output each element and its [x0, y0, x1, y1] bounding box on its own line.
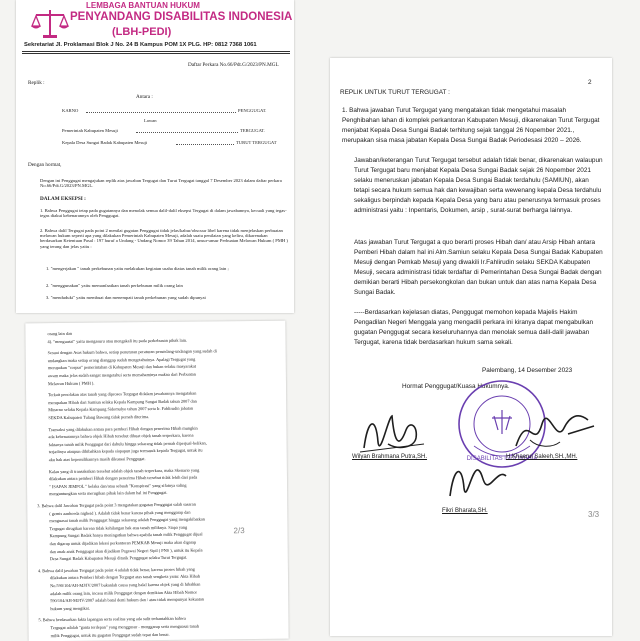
stamp-text: DISABILITAS INDONESIA: [466, 456, 538, 462]
text-line: Minarno selaku Kepala Kampung Sidomulyo tahun 2007 serta Ir. Fahlirudin jabatan: [48, 406, 194, 413]
text-line: No.590/104/AH-MJ/IV/2007 bukanlah causa yang halal karena objek yang di hibahkan: [50, 581, 201, 589]
signer-1-name: Wilyan Brahmana Putra,SH.: [352, 454, 428, 460]
text-line: Melawan Hukum ( PMH ).: [47, 380, 95, 386]
signature-3: [440, 458, 510, 508]
text-line: milik Penggugat, untuk itu gugatan Penggugat sudah tepat dan benar.: [50, 631, 170, 638]
text-line: aku hak atas kepemilikannya masih dikuasai Penggugat.: [48, 456, 146, 463]
text-line: awam maka jelas sudah sangat mengetahui serta memahaminya makna dari Perbuatan: [47, 371, 196, 379]
text-line: orang lain dan: [47, 330, 73, 337]
text-line: ( gemis aanhoeda nigheid ). Adalah tidak benar karena pihak yang menggarap dan: [49, 509, 191, 516]
paragraph-4: -----Berdasarkan kejelasan diatas, Penggugat memohon kepada Majelis Hakim Pengadilan Negeri Menggala yang mengadili perkara ini kiranya dapat mengabulkan gugatan Penggugat secara keseluruhannya dan menolak semua dalil-dalil jawaban Tergugat, karena tidak berdasarkan hukum sama sekali.: [354, 309, 594, 346]
list-item: 2. Bahwa dalil Tergugat pada point 2 menilai gugatan Penggugat tidak jelas/kabur/obscuur libel karena tidak menjelaskan perbuatan melawan hukum seperti apa yang dilakukan Pemerintah Kabupaten Mesuji, adalah suatu penilaian yang keliru, dikarenakan berdasarkan Ketentuan Pasal : 197 huruf a Undang - Undang Nomor 39 Tahun 2014, unsur-unsur Perbuatan Melawan Hukum ( PMH ) yang terang dan jelas yaitu :: [40, 228, 288, 249]
text-line: Kampung Sungai Badak hanya meningatkan bahwa apabila tanah milik Penggugat dijual: [49, 531, 203, 539]
text-line: menguasai tanah milik Penggugat hingga sekarang adalah Penggugat yang mengakibatkan: [49, 516, 205, 524]
text-line: Sesuai dengan Asas hukum bahwa, setiap penuturan peraturan perundang-undangan yang sudah di: [47, 348, 217, 356]
sub-item: 3. "menduduki" yaitu membuat dan menempati tanah perkebunan yang sudah dipunyai: [46, 295, 206, 300]
text-line: ada kebenarannya bahwa objek Hibah tersebut dibuat objek tanah terperkara, karena: [48, 432, 194, 440]
page-number: 2: [588, 79, 592, 86]
text-line: merupakan Hibah dari Samiun selaku Kepala Kampung Sungai Badak tahun 2007 dan: [48, 398, 197, 405]
text-line: 590/104/AH-MJ/IV/2007 adalah batal demi hukum dan / atau tidak mempunyai kekuatan: [50, 596, 204, 604]
header-rule: [22, 51, 290, 52]
text-line: SEKDA Kabupaten Tulang Bawang tidak pernah diterima.: [48, 414, 150, 421]
org-abbr: (LBH-PEDI): [112, 26, 172, 38]
text-line: faktanya tanah milik Penggugat dari dahulu hingga sekarang tidak pernah diperjual-belikan,: [48, 440, 207, 447]
text-line: dan digarap untuk dijadikan lokasi perkantoran PEMKAB Mesuji maka akan digarap: [49, 539, 197, 547]
dotted-leader: [136, 132, 238, 133]
text-line: 3. Bahwa dalil Jawaban Tergugat pada point 3 mengatakan gugatan Penggugat salah sasaran: [37, 501, 196, 509]
sub-item: 1. "mengerjakan " tanah perkebunan yaitu melakukan kegiatan usaha diatas tanah milik orang lain ;: [46, 266, 229, 271]
text-line: Transaksi yang dilakukan antara para pemberi Hibah dengan penerima Hibah mungkin: [48, 425, 198, 432]
party-co-defendant: Kepala Desa Sungai Badak Kabupaten Mesuji: [62, 140, 148, 145]
text-line: Tergugat dirugikan karena tidak kehilangan hak atas tanah miliknya. Siapa yang: [49, 524, 188, 531]
text-line: " ISAPAN JEMPOL " belaka dan/atau sebuah "Konspirasi" yang sifatnya saling: [49, 482, 187, 489]
text-line: hukum yang mengikat.: [50, 605, 90, 611]
place-date: Palembang, 14 Desember 2023: [482, 367, 573, 374]
document-page-2: [25, 321, 288, 641]
paragraph-3: Atas jawaban Turut Tergugat a quo berarti proses Hibah dan/ atau Arsip Hibah antara Pemberi Hibah dalam hal ini Alm.Samiun selaku Kepala Desa Sungai Badak Kabupaten Mesuji dengan Pemkab Mesuji yang diwakili Ir.Fahlirudin selaku SEKDA Kabupaten Mesuji, secara administrasi tidak terdaftar di Pemerintahan Desa Sungai Badak dengan demikian berarti Hibah persekongkolan dan bukan untuk dan atas nama Kepala Desa Sungai Badak.: [354, 239, 603, 296]
text-line: 4. Bahwa dalil jawaban Tergugat pada point 4 adalah tidak benar, karena proses hibah yang: [37, 566, 195, 574]
signer-2-name: H.Khaerul Saleeh,SH.,MH.: [506, 454, 578, 460]
header-rule-thin: [22, 53, 290, 54]
document-page-1: [16, 0, 294, 313]
party-plaintiff: KARNO: [62, 108, 79, 113]
text-line: Kalau yang di transaksikan tersebut adalah objek tanah terperkara, maka Skenario yang: [48, 467, 200, 474]
text-line: adalah milik orang lain, incasu milik Penggugat dengan demikian Akta Hibah Nomor: [50, 589, 197, 596]
antara-label: Antara :: [136, 94, 153, 100]
dotted-leader: [86, 112, 236, 113]
list-item: 1. Bahwa Penggugat tetap pada gugatannya dan menolak semua dalil-dalil eksepsi Tergugat di dalam jawabannya, kecuali yang tegas-tegas diakui kebenarannya oleh Penggugat.: [40, 208, 287, 219]
replik-heading: REPLIK UNTUK TURUT TERGUGAT :: [340, 89, 450, 96]
dotted-leader: [176, 144, 234, 145]
org-top-line: LEMBAGA BANTUAN HUKUM: [86, 1, 200, 10]
case-number: Daftar Perkara No.66/Pdt.G/2023/PN.MGL: [188, 62, 279, 68]
org-address: Sekretariat Jl. Proklamasi Blok J No. 24 B Kampus POM 1X PLG. HP: 0812 7368 1061: [24, 42, 257, 48]
text-line: dilakukan antara Pemberi hibah dengan Tergugat atas tanah sengketa yaitu: Akta Hibah: [49, 573, 201, 581]
text-line: Tergugat adalah "ganta terdepan" yang menggusur - menggarap serta menguasai tanah: [50, 623, 200, 631]
text-line: menguntungkan serta merugikan pihak lain dalam hal ini Penggugat.: [49, 490, 168, 497]
replik-label: Replik :: [28, 80, 45, 86]
document-page-3: [330, 58, 612, 636]
text-line: Terkait penolakan atas tanah yang diproses Tergugat didalam jawabannya mengatakan: [48, 390, 197, 398]
eksepsi-heading: DALAM EKSEPSI :: [40, 196, 86, 202]
sub-item: 2. "menggunakan" yaitu memanfaatkan tanah perkebunan milik orang lain: [46, 283, 183, 288]
paragraph-2: Jawaban/keterangan Turut Tergugat tersebut adalah tidak benar, dikarenakan walaupun Turut Tergugat baru menjabat Kepala Desa Sungai Badak sejak 26 Nopember 2021 selaku meneruskan jabatan Kepala Desa Sungai Badak terdahulu (SAMIUN), akan tetapi secara hukum semua hak dan kewajiban serta wewenang kepala Desa terdahulu sekaligus berpindah kepada Kepala Desa yang baru atau penerusnya termasuk proses administrasi yaitu : Inpentaris, Dokumen, arsip , surat-surat berharga lainnya.: [354, 157, 603, 214]
party-plaintiff-role: PENGGUGAT.: [238, 108, 267, 113]
page-indicator: 3/3: [588, 510, 600, 519]
signer-3-name: Fikri Bharata,SH.: [442, 508, 488, 514]
page-indicator: 2/3: [233, 526, 245, 536]
greeting: Dengan hormat,: [28, 162, 62, 168]
text-line: 5. Bahwa berdasarkan fakta lapangan serta realitas yang ada sulit terbantahkan bahwa: [38, 616, 186, 623]
closing-line: Hormat Penggugat/Kuasa Hukumnya.: [402, 383, 510, 390]
scales-of-justice-logo: [30, 6, 70, 40]
point-1: 1. Bahwa jawaban Turut Tergugat yang mengatakan tidak mengetahui masalah Penghibahan lahan di komplek perkantoran Kabupaten Mesuji, dikarenakan Turut Tergugat menjabat Kepala Desa Sungai Badak terhitung sejak tanggal 26 Nopember 2021., merupakan sisa masa jabatan Kepala Desa Sungai Badak Periodesasi 2020 – 2026.: [342, 107, 600, 144]
org-name: PENYANDANG DISABILITAS INDONESIA: [70, 11, 293, 23]
text-line: undangkan maka setiap orang dianggap sudah mengetahuinya. Apalagi Tergugat yang: [47, 356, 196, 363]
text-line: dilakukan antara pemberi Hibah dengan penerima Hibah tersebut tidak lebih dari pada: [48, 474, 198, 482]
text-line: terjadinya ataupun dihibahkan kepada siapapun juga termasuk kepada Tergugat, untuk itu: [48, 447, 203, 455]
text-line: 4). "menguasai" yaitu mengasuru atau mengakali itu pada perkebunan pihak lain.: [47, 337, 188, 344]
party-defendant: Pemerintah Kabupaten Mesuji: [62, 128, 118, 133]
lawan-label: Lawan: [144, 118, 157, 123]
intro-paragraph: Dengan ini Penggugat mengajukan replik atas jawaban Tergugat dan Turut Tergugat tanggal 7 Desember 2023 dalam daftar perkara No.66/Pdt.G/2023/PN.MGL.: [40, 178, 282, 189]
text-line: dan anak-anak Penggugat akan dijadikan Pegawai Negeri Sipil ( PNS ), untuk itu Kepala: [49, 547, 203, 554]
party-co-defendant-role: TURUT TERGUGAT: [236, 140, 277, 145]
text-line: merupakan "corpus" pemerintahan di Kabupaten Mesuji dan bukan selaku masyarakat: [47, 363, 197, 371]
text-line: Desa Sungai Badak Kabupaten Mesuji ditarik Penggugat selaku Turut Tergugat.: [49, 554, 188, 562]
party-defendant-role: TERGUGAT.: [240, 128, 266, 133]
